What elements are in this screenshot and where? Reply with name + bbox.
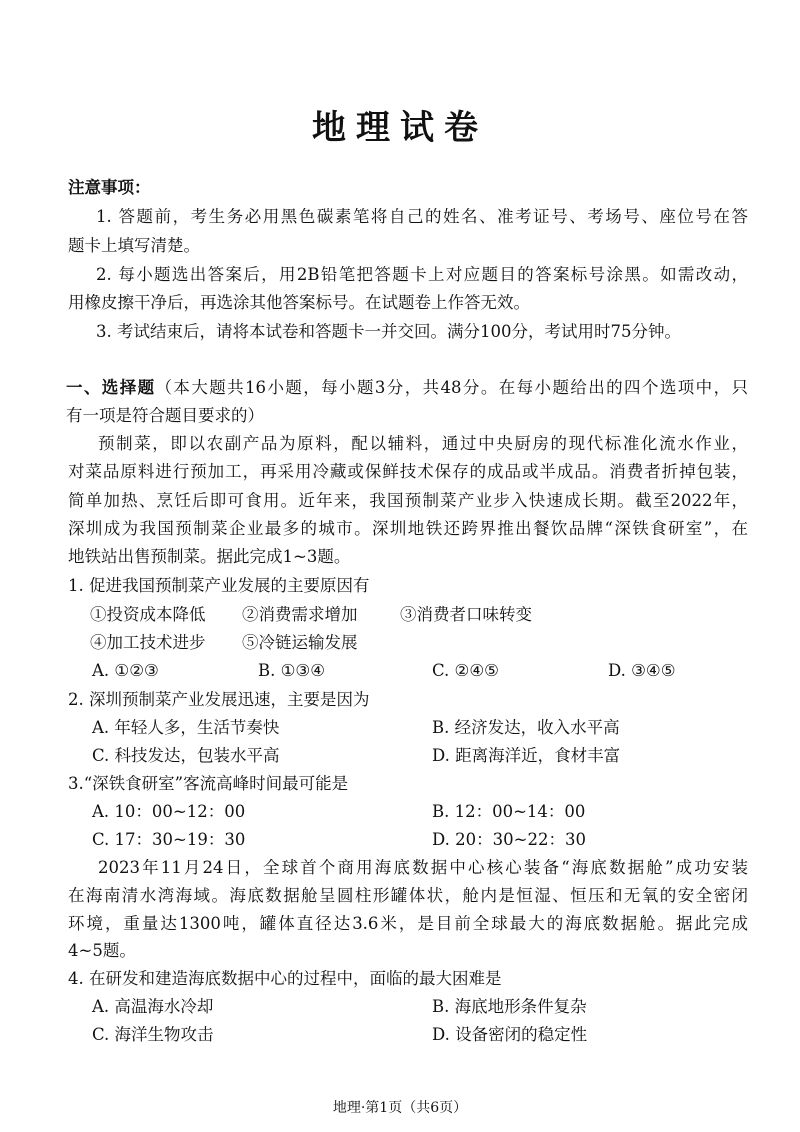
- question-4-option-b: B. 海底地形条件复杂: [432, 997, 587, 1016]
- question-1-option-c: C. ②④⑤: [432, 661, 499, 680]
- section-1-description-line-1: [66, 378, 748, 398]
- notice-item-3: 3. 考试结束后，请将本试卷和答题卡一并交回。满分100分，考试用时75分钟。: [96, 322, 681, 341]
- page-title: 地理试卷: [312, 108, 488, 148]
- question-1-statement-2: ②消费需求增加: [242, 605, 358, 624]
- passage-2-line-3: 环境，重量达1300吨，罐体直径达3.6米，是目前全球最大的海底数据舱。据此完成: [68, 914, 748, 933]
- question-3-option-c: C. 17：30~19：30: [92, 830, 246, 849]
- question-3-stem: 3.“深铁食研室”客流高峰时间最可能是: [68, 774, 349, 793]
- question-1-option-a: A. ①②③: [92, 661, 159, 680]
- notice-item-1-line-1: 1. 答题前，考生务必用黑色碳素笔将自己的姓名、准考证号、考场号、座位号在答: [96, 207, 748, 226]
- notice-item-2-line-2: 用橡皮擦干净后，再选涂其他答案标号。在试题卷上作答无效。: [68, 293, 530, 312]
- question-1-statement-5: ⑤冷链运输发展: [242, 633, 358, 652]
- question-4-option-d: D. 设备密闭的稳定性: [432, 1025, 588, 1044]
- question-1-stem: 1. 促进我国预制菜产业发展的主要原因有: [68, 576, 370, 595]
- passage-1-line-4: 深圳成为我国预制菜企业最多的城市。深圳地铁还跨界推出餐饮品牌“深铁食研室”，在: [68, 519, 748, 538]
- question-4-option-c: C. 海洋生物攻击: [92, 1025, 214, 1044]
- question-3-option-b: B. 12：00~14：00: [432, 802, 586, 821]
- section-1-heading: 一、选择题: [66, 378, 156, 397]
- question-4-stem: 4. 在研发和建造海底数据中心的过程中，面临的最大困难是: [68, 969, 502, 988]
- question-1-option-d: D. ③④⑤: [608, 661, 676, 680]
- question-1-option-b: B. ①③④: [258, 661, 325, 680]
- question-2-option-d: D. 距离海洋近，食材丰富: [432, 746, 621, 765]
- passage-2-line-2: 在海南清水湾海域。海底数据舱呈圆柱形罐体状，舱内是恒湿、恒压和无氧的安全密闭: [68, 886, 748, 905]
- question-1-statement-3: ③消费者口味转变: [400, 605, 532, 624]
- passage-1-line-5: 地铁站出售预制菜。据此完成1~3题。: [68, 547, 351, 566]
- question-1-statement-4: ④加工技术进步: [90, 633, 206, 652]
- question-2-option-a: A. 年轻人多，生活节奏快: [92, 718, 280, 737]
- notice-heading: 注意事项：: [68, 178, 151, 197]
- question-2-option-b: B. 经济发达，收入水平高: [432, 718, 620, 737]
- passage-1-line-1: 预制菜，即以农副产品为原料，配以辅料，通过中央厨房的现代标准化流水作业，: [98, 434, 748, 453]
- section-1-description: （本大题共16小题，每小题3分，共48分。在每小题给出的四个选项中，只: [155, 378, 748, 397]
- question-1-statement-1: ①投资成本降低: [90, 605, 206, 624]
- section-1-description-line-2: 有一项是符合题目要求的）: [66, 406, 264, 425]
- question-3-option-a: A. 10：00~12：00: [92, 802, 246, 821]
- page-footer: 地理·第1页（共6页）: [332, 1100, 468, 1116]
- passage-1-line-2: 对菜品原料进行预加工，再采用冷藏或保鲜技术保存的成品或半成品。消费者折掉包装，: [68, 462, 748, 481]
- passage-1-line-3: 简单加热、烹饪后即可食用。近年来，我国预制菜产业步入快速成长期。截至2022年，: [68, 491, 748, 510]
- passage-2-line-4: 4~5题。: [68, 941, 136, 960]
- question-2-stem: 2. 深圳预制菜产业发展迅速，主要是因为: [68, 690, 370, 709]
- notice-item-1-line-2: 题卡上填写清楚。: [68, 236, 200, 255]
- question-3-option-d: D. 20：30~22：30: [432, 830, 586, 849]
- question-4-option-a: A. 高温海水冷却: [92, 997, 214, 1016]
- notice-item-2-line-1: 2. 每小题选出答案后，用2B铅笔把答题卡上对应题目的答案标号涂黑。如需改动，: [96, 265, 748, 284]
- passage-2-line-1: 2023年11月24日，全球首个商用海底数据中心核心装备“海底数据舱”成功安装: [98, 858, 748, 877]
- question-2-option-c: C. 科技发达，包装水平高: [92, 746, 280, 765]
